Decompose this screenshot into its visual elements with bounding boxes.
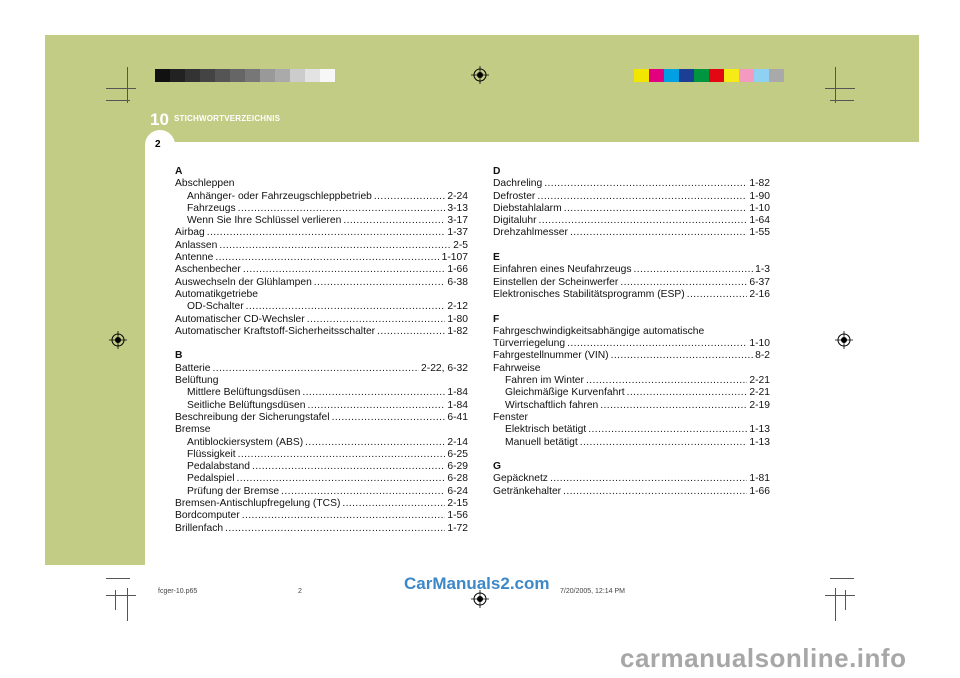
index-entry-page: 6-38: [447, 276, 468, 288]
index-entry[interactable]: [493, 424, 770, 436]
index-entry[interactable]: [175, 498, 468, 510]
index-entry-page: 1-81: [749, 473, 770, 485]
index-entry-page: 2-14: [447, 436, 468, 448]
dot-leader: [219, 240, 451, 252]
index-entry-label: Fahren im Winter: [505, 375, 584, 387]
index-entry[interactable]: [493, 375, 770, 387]
index-entry-label: Elektronisches Stabilitätsprogramm (ESP): [493, 288, 685, 300]
index-entry-page: 8-2: [755, 350, 770, 362]
dot-leader: [374, 191, 445, 203]
index-entry-page: 2-12: [447, 301, 468, 313]
index-heading: Bremse: [175, 424, 211, 436]
index-entry[interactable]: [493, 486, 770, 498]
index-entry[interactable]: [175, 510, 468, 522]
index-entry-label: Prüfung der Bremse: [187, 485, 280, 497]
index-entry-page: 1-37: [447, 227, 468, 239]
index-entry[interactable]: [175, 252, 468, 264]
index-entry[interactable]: [493, 227, 770, 239]
carmanuals-watermark[interactable]: CarManuals2.com: [404, 574, 550, 593]
index-entry[interactable]: [175, 191, 468, 203]
index-entry[interactable]: [493, 473, 770, 485]
gray-swatch: [230, 69, 245, 82]
dot-leader: [246, 301, 446, 313]
index-entry[interactable]: [493, 350, 770, 362]
dot-leader: [215, 252, 439, 264]
dot-leader: [564, 203, 748, 215]
chapter-title: STICHWORTVERZEICHNIS: [174, 114, 281, 123]
index-heading: Automatikgetriebe: [175, 288, 258, 300]
index-entry-page: 1-107: [441, 252, 468, 264]
index-entry[interactable]: [175, 277, 468, 289]
registration-mark-top: [471, 66, 489, 84]
dot-leader: [281, 486, 445, 498]
index-entry[interactable]: [493, 264, 770, 276]
color-swatch: [694, 69, 709, 82]
index-column-right: [493, 166, 770, 498]
index-entry[interactable]: [175, 523, 468, 535]
dot-leader: [537, 191, 747, 203]
index-entry-label: Bordcomputer: [175, 510, 240, 522]
dot-leader: [550, 473, 747, 485]
dot-leader: [238, 203, 446, 215]
index-entry[interactable]: [175, 215, 468, 227]
index-entry[interactable]: [493, 178, 770, 190]
index-entry[interactable]: [493, 437, 770, 449]
section-letter: B: [175, 350, 183, 362]
dot-leader: [237, 473, 446, 485]
index-entry-label: Elektrisch betätigt: [505, 424, 587, 436]
index-entry-label: Pedalabstand: [187, 461, 250, 473]
index-entry-label: Fahrgestellnummer (VIN): [493, 350, 609, 362]
index-entry[interactable]: [175, 203, 468, 215]
index-entry-page: 1-55: [749, 227, 770, 239]
gray-swatch: [275, 69, 290, 82]
index-entry-label: Flüssigkeit: [187, 448, 236, 460]
index-entry-page: 1-82: [447, 325, 468, 337]
index-entry-label: Anhänger- oder Fahrzeugschleppbetrieb: [187, 190, 372, 202]
index-entry-page: 6-29: [447, 461, 468, 473]
color-calibration-bar: [634, 69, 784, 82]
index-entry[interactable]: [175, 412, 468, 424]
color-swatch: [679, 69, 694, 82]
dot-leader: [600, 400, 747, 412]
dot-leader: [213, 363, 420, 375]
dot-leader: [570, 227, 747, 239]
gray-swatch: [320, 69, 335, 82]
dot-leader: [342, 498, 445, 510]
section-letter: A: [175, 166, 183, 177]
dot-leader: [611, 350, 754, 362]
index-entry-page: 1-84: [447, 387, 468, 399]
gray-swatch: [215, 69, 230, 82]
footer-page: 2: [298, 588, 302, 595]
index-entry[interactable]: [175, 437, 468, 449]
dot-leader: [305, 437, 445, 449]
index-entry[interactable]: [175, 461, 468, 473]
index-entry-label: Automatischer CD-Wechsler: [175, 313, 305, 325]
index-heading: Fahrweise: [493, 362, 541, 374]
gray-swatch: [185, 69, 200, 82]
index-entry-label: Mittlere Belüftungsdüsen: [187, 387, 301, 399]
dot-leader: [252, 461, 445, 473]
index-entry-page: 3-13: [447, 202, 468, 214]
dot-leader: [567, 338, 747, 350]
index-entry-page: 2-21: [749, 375, 770, 387]
index-entry-page: 2-19: [749, 399, 770, 411]
index-entry[interactable]: [175, 240, 468, 252]
index-entry-label: Fahrzeugs: [187, 202, 236, 214]
index-entry-page: 1-10: [749, 202, 770, 214]
gray-swatch: [170, 69, 185, 82]
footer-filename: fcger-10.p65: [158, 588, 198, 595]
index-entry[interactable]: [175, 400, 468, 412]
index-entry[interactable]: [175, 301, 468, 313]
registration-mark-left: [109, 331, 127, 349]
index-entry-page: 1-13: [749, 424, 770, 436]
index-entry-label: Auswechseln der Glühlampen: [175, 276, 312, 288]
index-entry-page: 1-13: [749, 436, 770, 448]
index-entry-page: 2-21: [749, 387, 770, 399]
index-entry-label: Wenn Sie Ihre Schlüssel verlieren: [187, 215, 342, 227]
page-number: 2: [155, 139, 161, 150]
color-swatch: [739, 69, 754, 82]
dot-leader: [620, 277, 747, 289]
index-entry-page: 2-15: [447, 498, 468, 510]
color-swatch: [664, 69, 679, 82]
chapter-number: 10: [150, 110, 169, 129]
index-column-left: [175, 166, 468, 535]
index-entry-label: Batterie: [175, 362, 211, 374]
index-entry[interactable]: [175, 486, 468, 498]
index-entry-page: 1-64: [749, 215, 770, 227]
index-entry-page: 2-24: [447, 190, 468, 202]
index-entry-page: 1-90: [749, 190, 770, 202]
dot-leader: [563, 486, 747, 498]
index-entry-page: 1-3: [755, 264, 770, 276]
index-entry-label: Gleichmäßige Kurvenfahrt: [505, 387, 625, 399]
dot-leader: [343, 215, 445, 227]
index-entry-page: 6-41: [447, 411, 468, 423]
color-swatch: [754, 69, 769, 82]
section-letter: E: [493, 252, 500, 264]
dot-leader: [207, 227, 446, 239]
index-entry-label: Gepäcknetz: [493, 473, 548, 485]
index-entry[interactable]: [493, 338, 770, 350]
index-entry[interactable]: [493, 277, 770, 289]
site-watermark[interactable]: carmanualsonline.info: [620, 643, 907, 673]
index-entry-page: 6-28: [447, 473, 468, 485]
index-entry-page: 1-56: [447, 510, 468, 522]
gray-swatch: [200, 69, 215, 82]
index-entry-page: 6-25: [447, 448, 468, 460]
index-entry-label: Aschenbecher: [175, 264, 241, 276]
index-entry-page: 2-16: [749, 288, 770, 300]
index-entry-page: 1-84: [447, 399, 468, 411]
dot-leader: [314, 277, 446, 289]
index-entry[interactable]: [493, 289, 770, 301]
index-entry-page: 1-66: [749, 485, 770, 497]
index-entry[interactable]: [175, 473, 468, 485]
index-entry-label: Einstellen der Scheinwerfer: [493, 276, 619, 288]
index-entry-label: Getränkehalter: [493, 485, 562, 497]
index-entry-label: Pedalspiel: [187, 473, 235, 485]
index-entry-label: Einfahren eines Neufahrzeugs: [493, 264, 632, 276]
index-entry-label: Bremsen-Antischlupfregelung (TCS): [175, 498, 341, 510]
section-letter: F: [493, 313, 500, 325]
gray-swatch: [260, 69, 275, 82]
color-swatch: [724, 69, 739, 82]
index-entry-page: 1-82: [749, 178, 770, 190]
index-heading: Abschleppen: [175, 178, 235, 190]
dot-leader: [580, 437, 748, 449]
index-heading: Belüftung: [175, 375, 219, 387]
index-entry[interactable]: [493, 203, 770, 215]
color-swatch: [649, 69, 664, 82]
index-entry-page: 1-10: [749, 338, 770, 350]
index-heading: Fahrgeschwindigkeitsabhängige automatische: [493, 325, 705, 337]
index-heading: Fenster: [493, 411, 528, 423]
color-swatch: [709, 69, 724, 82]
dot-leader: [308, 400, 446, 412]
dot-leader: [307, 314, 446, 326]
index-entry-label: Dachreling: [493, 178, 543, 190]
index-entry-page: 2-5: [453, 239, 468, 251]
gray-swatch: [305, 69, 320, 82]
gray-calibration-bar: [155, 69, 335, 82]
dot-leader: [588, 424, 747, 436]
index-entry-label: Diebstahlalarm: [493, 202, 562, 214]
index-entry-label: Anlassen: [175, 239, 218, 251]
dot-leader: [332, 412, 446, 424]
section-letter: D: [493, 166, 501, 177]
dot-leader: [302, 387, 445, 399]
dot-leader: [225, 523, 445, 535]
index-entry[interactable]: [175, 326, 468, 338]
index-entry[interactable]: [493, 400, 770, 412]
index-entry-label: Brillenfach: [175, 522, 224, 534]
index-entry[interactable]: [493, 387, 770, 399]
section-gap: [493, 449, 770, 461]
index-entry[interactable]: [175, 314, 468, 326]
dot-leader: [627, 387, 748, 399]
gray-swatch: [155, 69, 170, 82]
index-entry-label: Beschreibung der Sicherungstafel: [175, 411, 330, 423]
dot-leader: [539, 215, 748, 227]
dot-leader: [243, 264, 446, 276]
index-entry-label: Seitliche Belüftungsdüsen: [187, 399, 306, 411]
index-entry-page: 6-24: [447, 485, 468, 497]
color-swatch: [769, 69, 784, 82]
index-entry-label: Antenne: [175, 252, 214, 264]
index-entry-page: 1-66: [447, 264, 468, 276]
index-entry[interactable]: [175, 227, 468, 239]
index-entry-page: 2-22, 6-32: [421, 362, 468, 374]
index-entry-label: Digitaluhr: [493, 215, 537, 227]
index-entry-label: Manuell betätigt: [505, 436, 578, 448]
index-entry-label: Airbag: [175, 227, 205, 239]
dot-leader: [634, 264, 754, 276]
index-entry-label: Wirtschaftlich fahren: [505, 399, 599, 411]
index-entry-page: 1-72: [447, 522, 468, 534]
index-entry[interactable]: [175, 449, 468, 461]
index-entry-page: 6-37: [749, 276, 770, 288]
index-entry-page: 3-17: [447, 215, 468, 227]
section-gap: [493, 240, 770, 252]
section-letter: G: [493, 461, 502, 473]
color-swatch: [634, 69, 649, 82]
index-entry-label: Defroster: [493, 190, 536, 202]
dot-leader: [238, 449, 446, 461]
index-entry-label: Automatischer Kraftstoff-Sicherheitsschalter: [175, 325, 376, 337]
dot-leader: [377, 326, 445, 338]
dot-leader: [687, 289, 748, 301]
index-entry-page: 1-80: [447, 313, 468, 325]
dot-leader: [242, 510, 446, 522]
index-entry[interactable]: [493, 215, 770, 227]
index-entry-label: OD-Schalter: [187, 301, 244, 313]
index-entry[interactable]: [493, 191, 770, 203]
footer-datetime: 7/20/2005, 12:14 PM: [560, 588, 625, 595]
gray-swatch: [290, 69, 305, 82]
section-gap: [175, 338, 468, 350]
dot-leader: [544, 178, 747, 190]
index-entry[interactable]: [175, 264, 468, 276]
registration-mark-right: [835, 331, 853, 349]
index-entry-label: Drehzahlmesser: [493, 227, 568, 239]
section-gap: [493, 301, 770, 313]
dot-leader: [586, 375, 747, 387]
index-entry[interactable]: [175, 363, 468, 375]
index-entry-label: Antiblockiersystem (ABS): [187, 436, 304, 448]
index-entry[interactable]: [175, 387, 468, 399]
gray-swatch: [245, 69, 260, 82]
index-entry-label: Türverriegelung: [493, 338, 566, 350]
